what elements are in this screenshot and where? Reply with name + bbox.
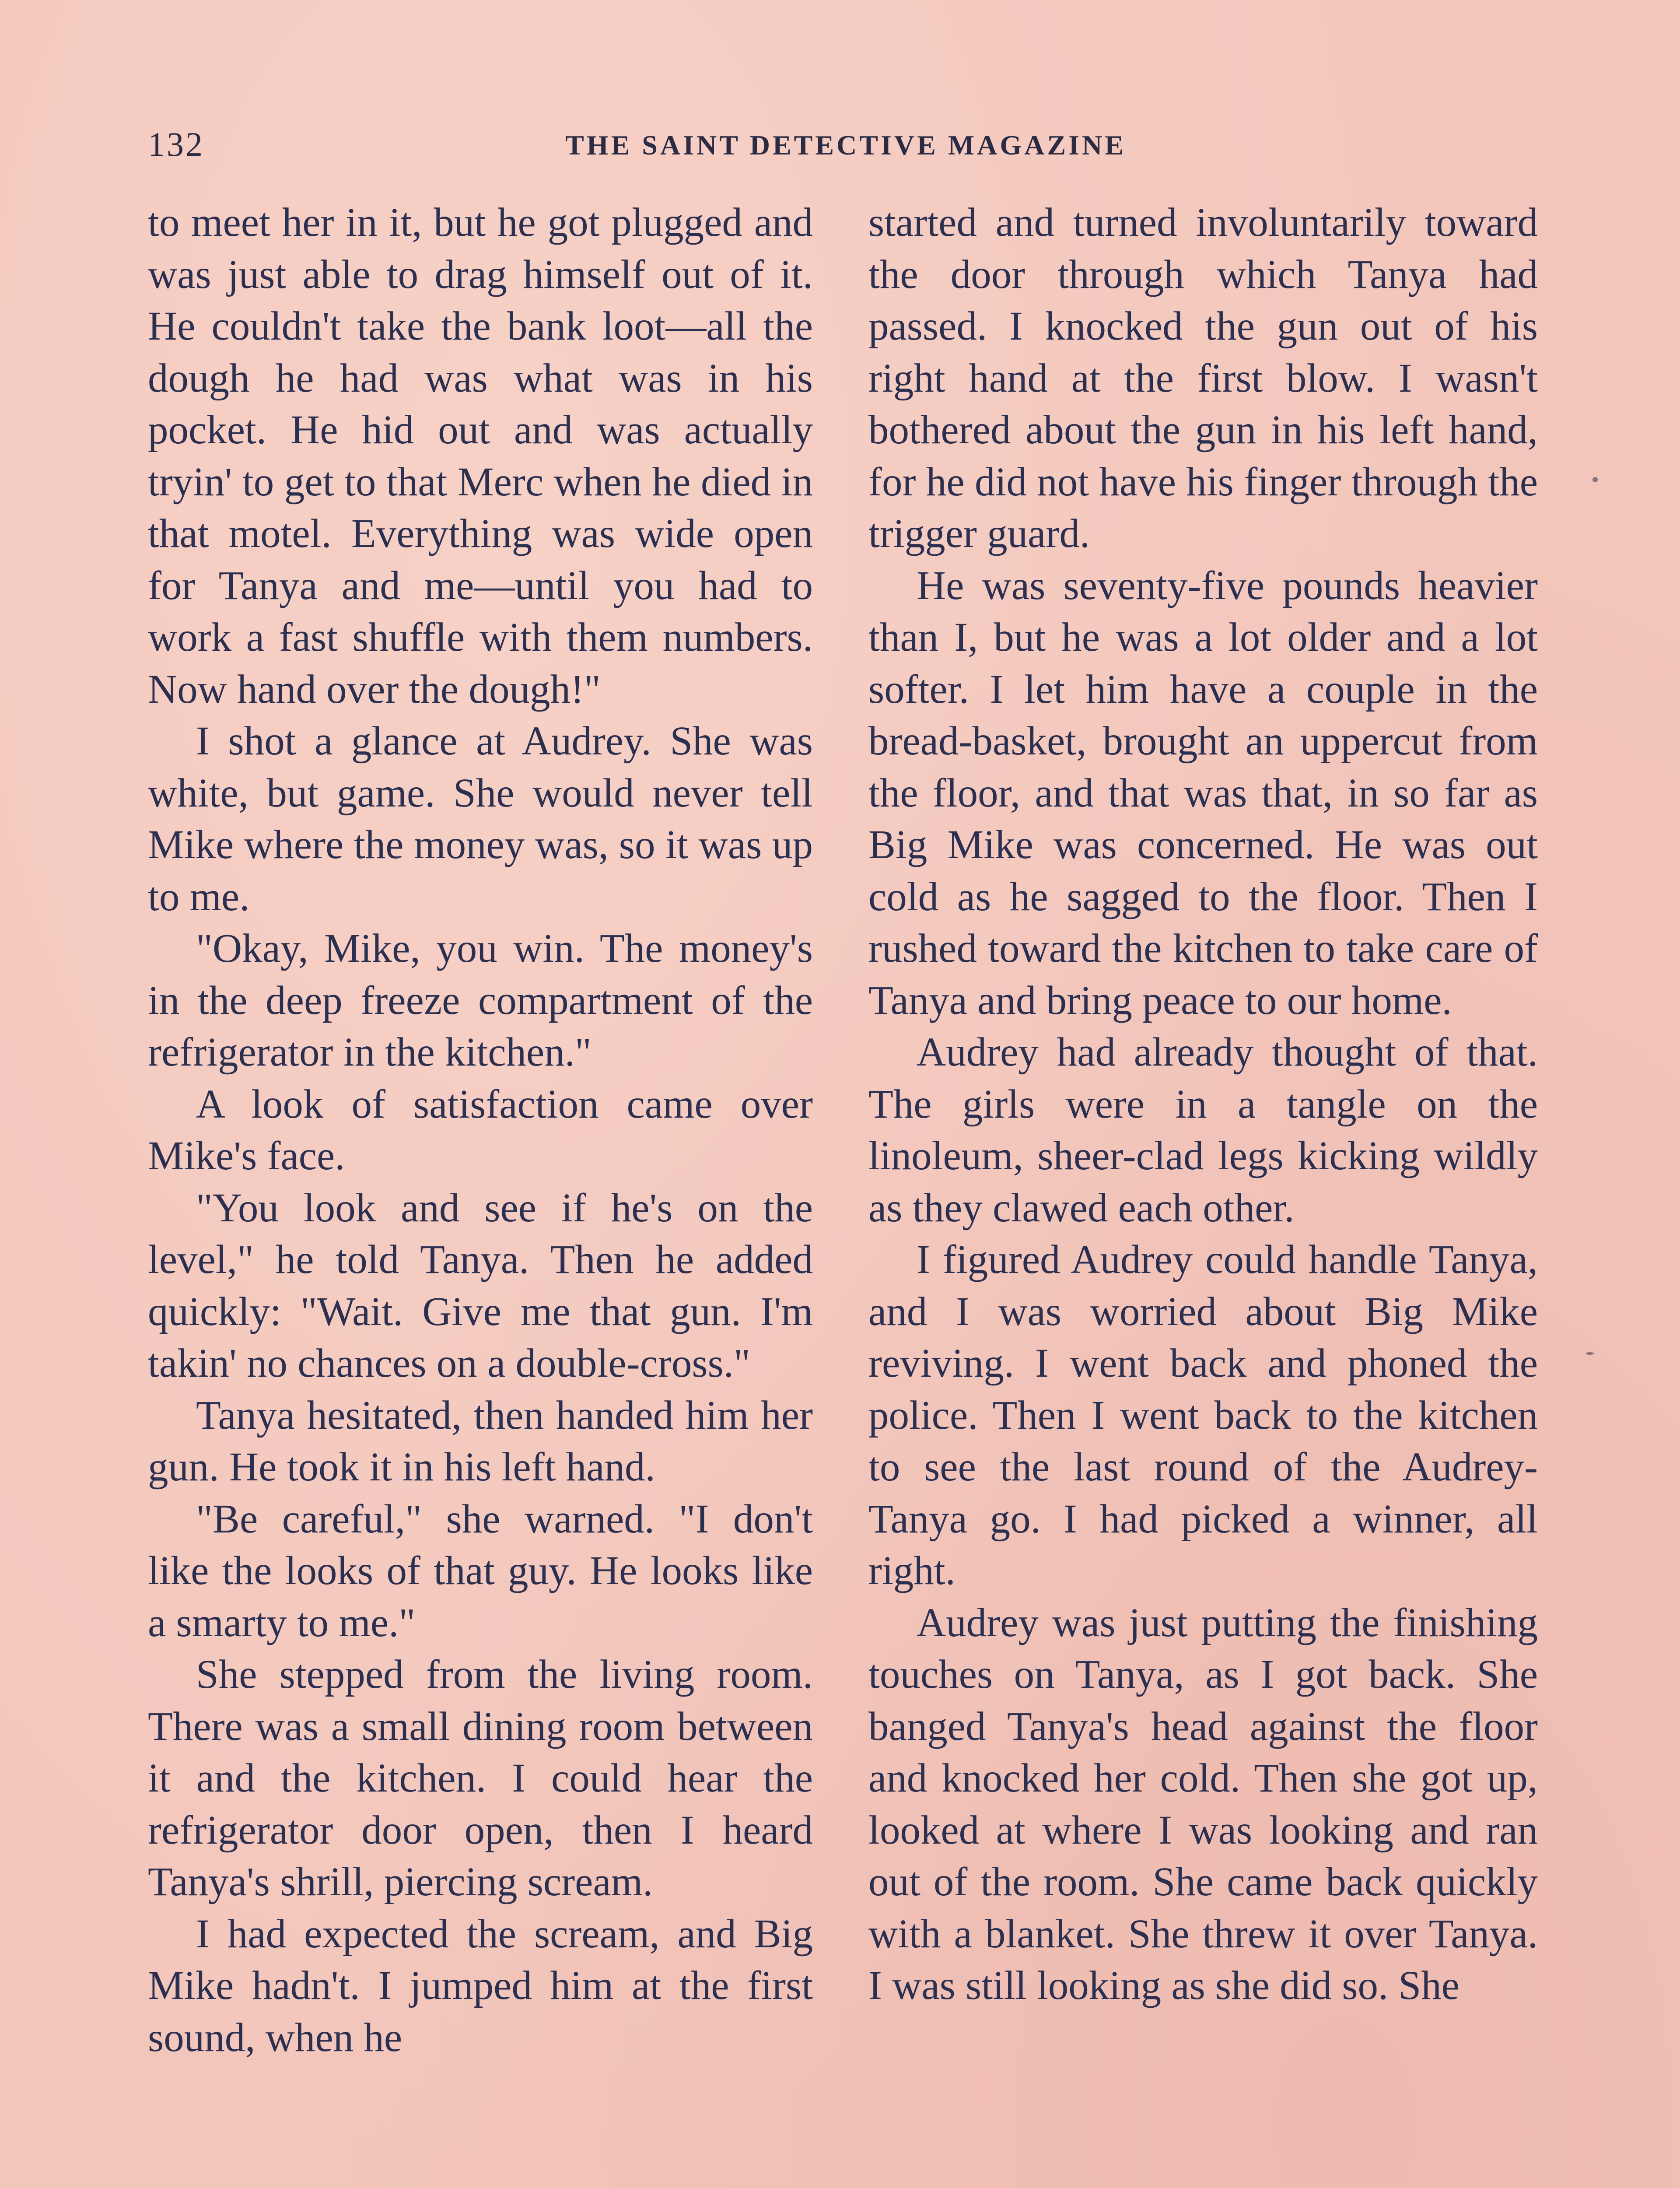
- page-number: 132: [148, 125, 204, 163]
- paper-speck: [1586, 1352, 1594, 1355]
- paragraph: I shot a glance at Audrey. She was white, but game. She would never tell Mike where the money was, so it was up to me.: [148, 719, 813, 919]
- paragraph: Audrey was just putting the finishing touches on Tanya, as I got back. She banged Tanya's head against the floor and knocked her cold. Then she got up, looked at where I was looking and ran out of the room. She came back quickly with a blanket. She threw it over Tanya. I was still looking as she did so. She: [868, 1600, 1538, 2008]
- paragraph: "You look and see if he's on the level," he told Tanya. Then he added quickly: "Wait. Give me that gun. I'm takin' no chances on a double-cross.": [148, 1185, 813, 1386]
- paragraph: I had expected the scream, and Big Mike hadn't. I jumped him at the first sound, when he: [148, 1911, 813, 2060]
- right-column: [868, 197, 1538, 2188]
- paper-speck: [1592, 477, 1598, 482]
- paragraph: She stepped from the living room. There was a small dining room between it and the kitchen. I could hear the refrigerator door open, then I heard Tanya's shrill, piercing scream.: [148, 1652, 813, 1904]
- magazine-title: THE SAINT DETECTIVE MAGAZINE: [565, 130, 1126, 161]
- paragraph: He was seventy-five pounds heavier than I, but he was a lot older and a lot softer. I let him have a couple in the bread-basket, brought an uppercut from the floor, and that was that, in so far as Big Mike was concerned. He was out cold as he sagged to the floor. Then I rushed toward the kitchen to take care of Tanya and bring peace to our home.: [868, 563, 1538, 1023]
- paragraph: Tanya hesitated, then handed him her gun. He took it in his left hand.: [148, 1392, 813, 1490]
- paragraph: Audrey had already thought of that. The girls were in a tangle on the linoleum, sheer-clad legs kicking wildly as they clawed each other.: [868, 1030, 1538, 1231]
- running-head: [148, 125, 1544, 177]
- paragraph: I figured Audrey could handle Tanya, and I was worried about Big Mike reviving. I went back and phoned the police. Then I went back to the kitchen to see the last round of the Audrey-Tanya go. I had picked a winner, all right.: [868, 1237, 1538, 1593]
- paragraph: A look of satisfaction came over Mike's face.: [148, 1081, 813, 1178]
- left-column: [148, 197, 813, 2188]
- paragraph: "Okay, Mike, you win. The money's in the deep freeze compartment of the refrigerator in the kitchen.": [148, 926, 813, 1075]
- paragraph: to meet her in it, but he got plugged and was just able to drag himself out of it. He couldn't take the bank loot—all the dough he had was what was in his pocket. He hid out and was actually tryin' to get to that Merc when he died in that motel. Everything was wide open for Tanya and me—until you had to work a fast shuffle with them numbers. Now hand over the dough!": [148, 200, 813, 712]
- paragraph: started and turned involuntarily toward the door through which Tanya had passed. I knocked the gun out of his right hand at the first blow. I wasn't bothered about the gun in his left hand, for he did not have his finger through the trigger guard.: [868, 200, 1538, 556]
- paragraph: "Be careful," she warned. "I don't like the looks of that guy. He looks like a smarty to me.": [148, 1496, 813, 1645]
